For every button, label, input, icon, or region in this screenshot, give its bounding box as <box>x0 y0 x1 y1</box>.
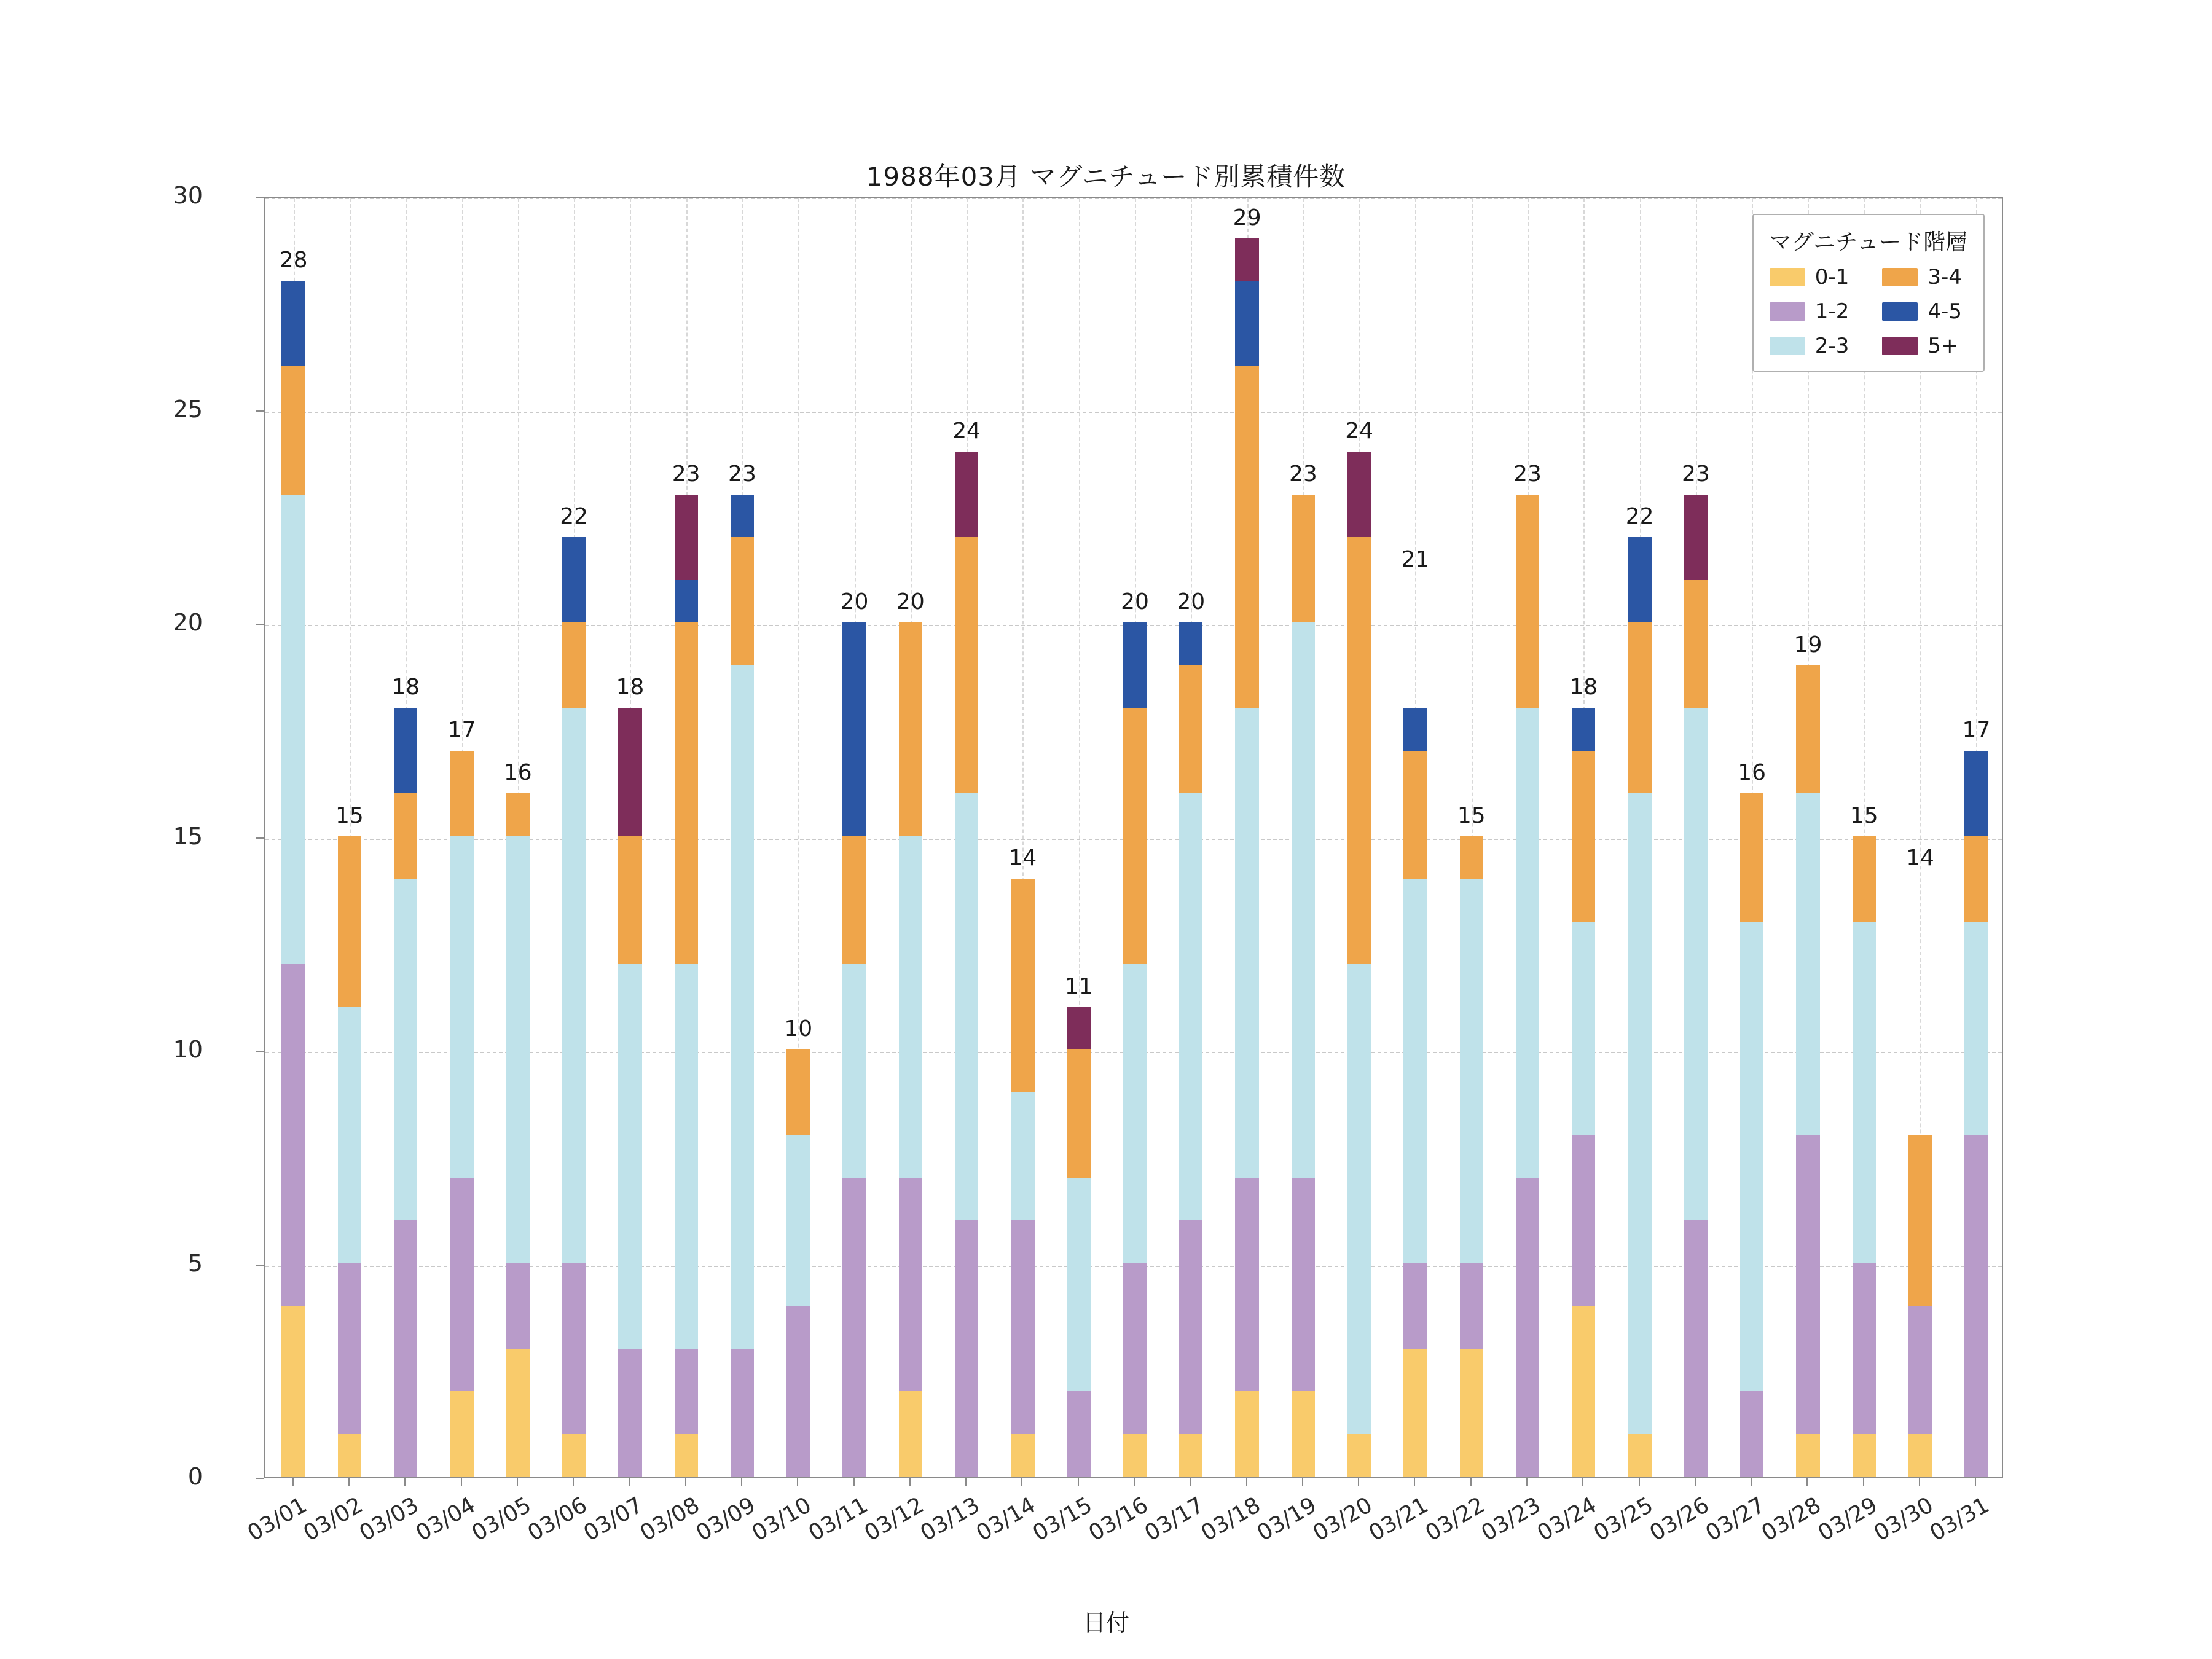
bar-segment-3-4 <box>1067 1049 1091 1178</box>
bar-segment-1-2 <box>1123 1263 1147 1434</box>
bar-segment-2-3 <box>1516 708 1539 1178</box>
legend <box>1752 214 1985 372</box>
legend-swatch-icon <box>1882 302 1918 321</box>
bar-segment-2-3 <box>1235 708 1258 1178</box>
x-tick-label: 03/13 <box>916 1492 984 1547</box>
bar-stack[interactable] <box>506 195 530 1477</box>
bar-stack[interactable] <box>618 195 641 1477</box>
bar-stack[interactable] <box>1179 195 1202 1477</box>
x-tick-label: 03/18 <box>1196 1492 1265 1547</box>
bar-segment-3-4 <box>1796 665 1819 794</box>
bar-segment-2-3 <box>1403 879 1427 1263</box>
bar-segment-3-4 <box>1684 580 1708 708</box>
bar-segment-2-3 <box>1347 964 1371 1434</box>
bar-segment-4-5 <box>1179 622 1202 665</box>
y-tick-label: 15 <box>173 822 203 850</box>
bar-segment-1-2 <box>394 1220 417 1477</box>
x-tick-mark <box>909 1478 911 1486</box>
x-tick-label: 03/28 <box>1757 1492 1826 1547</box>
bar-segment-3-4 <box>1347 537 1371 964</box>
bar-total-label: 24 <box>952 418 981 444</box>
bar-total-label: 29 <box>1233 205 1261 230</box>
legend-swatch-icon <box>1770 337 1805 355</box>
bar-segment-3-4 <box>1740 793 1763 922</box>
bar-total-label: 21 <box>1401 546 1430 572</box>
bar-segment-3-4 <box>281 366 305 495</box>
bar-total-label: 17 <box>1962 717 1991 743</box>
bar-segment-1-2 <box>1235 1178 1258 1392</box>
bar-segment-1-2 <box>1908 1306 1932 1434</box>
bar-stack[interactable] <box>1460 195 1483 1477</box>
bar-total-label: 24 <box>1345 418 1374 444</box>
bar-stack[interactable] <box>1684 195 1708 1477</box>
x-tick-label: 03/15 <box>1028 1492 1097 1547</box>
plot-area <box>264 197 2003 1478</box>
bar-segment-0-1 <box>1853 1434 1876 1477</box>
bar-segment-3-4 <box>1908 1135 1932 1306</box>
bar-segment-4-5 <box>1403 708 1427 751</box>
bar-segment-1-2 <box>1796 1135 1819 1434</box>
bar-segment-0-1 <box>1572 1306 1595 1477</box>
x-tick-label: 03/08 <box>635 1492 704 1547</box>
y-tick-mark <box>256 624 264 625</box>
bar-segment-3-4 <box>675 622 698 964</box>
legend-label: 4-5 <box>1928 299 1962 324</box>
x-tick-mark <box>1021 1478 1022 1486</box>
x-tick-mark <box>573 1478 574 1486</box>
legend-title: マグニチュード階層 <box>1769 230 1967 255</box>
x-tick-label: 03/05 <box>467 1492 536 1547</box>
bar-total-label: 20 <box>840 589 869 614</box>
bar-segment-2-3 <box>1796 793 1819 1135</box>
bar-stack[interactable] <box>394 195 417 1477</box>
x-axis-label: 日付 <box>1082 1609 1129 1636</box>
bar-total-label: 20 <box>896 589 925 614</box>
x-tick-mark <box>1582 1478 1583 1486</box>
bar-total-label: 22 <box>1625 504 1654 529</box>
y-tick-mark <box>256 837 264 839</box>
legend-swatch-icon <box>1770 302 1805 321</box>
legend-label: 3-4 <box>1928 265 1962 289</box>
bar-stack[interactable] <box>450 195 473 1477</box>
x-tick-mark <box>1078 1478 1079 1486</box>
y-tick-label: 10 <box>173 1036 203 1063</box>
bar-total-label: 11 <box>1064 973 1093 999</box>
x-tick-label: 03/03 <box>355 1492 423 1547</box>
bar-segment-2-3 <box>1572 922 1595 1135</box>
bar-stack[interactable] <box>1067 195 1091 1477</box>
x-tick-label: 03/30 <box>1870 1492 1938 1547</box>
bar-segment-5+ <box>675 495 698 580</box>
x-tick-mark <box>1695 1478 1696 1486</box>
bar-stack[interactable] <box>562 195 586 1477</box>
bar-segment-1-2 <box>450 1178 473 1392</box>
legend-column <box>1770 265 1849 358</box>
bar-segment-2-3 <box>1964 922 1988 1135</box>
x-tick-label: 03/29 <box>1813 1492 1882 1547</box>
legend-item-4-5[interactable] <box>1882 299 1962 324</box>
x-tick-mark <box>1919 1478 1920 1486</box>
legend-item-2-3[interactable] <box>1770 334 1849 358</box>
bar-segment-0-1 <box>338 1434 361 1477</box>
bar-stack[interactable] <box>338 195 361 1477</box>
bar-segment-2-3 <box>731 665 754 1349</box>
bar-segment-4-5 <box>1628 537 1651 622</box>
bar-segment-1-2 <box>1684 1220 1708 1477</box>
bar-total-label: 10 <box>784 1016 813 1041</box>
bar-segment-2-3 <box>1628 793 1651 1434</box>
bar-stack[interactable] <box>1011 195 1034 1477</box>
bar-stack[interactable] <box>731 195 754 1477</box>
bar-segment-3-4 <box>1179 665 1202 794</box>
bar-stack[interactable] <box>1740 195 1763 1477</box>
y-tick-label: 5 <box>187 1249 203 1277</box>
bar-total-label: 14 <box>1008 845 1037 871</box>
x-tick-label: 03/04 <box>411 1492 480 1547</box>
bar-segment-1-2 <box>1292 1178 1315 1392</box>
x-tick-mark <box>1470 1478 1472 1486</box>
y-tick-mark <box>256 1051 264 1052</box>
bar-stack[interactable] <box>842 195 866 1477</box>
bar-segment-0-1 <box>1403 1349 1427 1477</box>
chart-title: 1988年03月 マグニチュード別累積件数 <box>866 162 1346 192</box>
bar-total-label: 22 <box>560 504 588 529</box>
bar-segment-4-5 <box>1572 708 1595 751</box>
bar-segment-0-1 <box>281 1306 305 1477</box>
y-tick-mark <box>256 197 264 198</box>
x-tick-label: 03/01 <box>243 1492 312 1547</box>
x-tick-label: 03/12 <box>860 1492 928 1547</box>
x-tick-mark <box>1751 1478 1752 1486</box>
x-tick-label: 03/14 <box>972 1492 1040 1547</box>
bar-segment-0-1 <box>1908 1434 1932 1477</box>
x-tick-mark <box>1806 1478 1808 1486</box>
legend-item-3-4[interactable] <box>1882 265 1962 289</box>
bar-segment-1-2 <box>842 1178 866 1477</box>
bar-segment-2-3 <box>618 964 641 1349</box>
x-tick-mark <box>1414 1478 1415 1486</box>
bar-stack[interactable] <box>1964 195 1988 1477</box>
bar-stack[interactable] <box>675 195 698 1477</box>
bar-segment-0-1 <box>1460 1349 1483 1477</box>
bar-total-label: 20 <box>1121 589 1149 614</box>
bar-segment-2-3 <box>1853 922 1876 1263</box>
bar-total-label: 20 <box>1177 589 1206 614</box>
x-tick-label: 03/16 <box>1084 1492 1153 1547</box>
y-tick-mark <box>256 410 264 412</box>
x-tick-label: 03/22 <box>1421 1492 1489 1547</box>
bar-segment-3-4 <box>899 622 922 836</box>
bar-stack[interactable] <box>1796 195 1819 1477</box>
bar-stack[interactable] <box>1347 195 1371 1477</box>
bar-segment-5+ <box>618 708 641 836</box>
bar-segment-1-2 <box>731 1349 754 1477</box>
bar-segment-5+ <box>1235 238 1258 281</box>
bar-segment-4-5 <box>281 281 305 366</box>
x-tick-mark <box>404 1478 406 1486</box>
x-tick-label: 03/02 <box>299 1492 367 1547</box>
bar-segment-1-2 <box>1403 1263 1427 1349</box>
bar-segment-4-5 <box>675 580 698 623</box>
bar-segment-4-5 <box>562 537 586 622</box>
bar-segment-5+ <box>1067 1007 1091 1050</box>
bar-segment-2-3 <box>1292 622 1315 1178</box>
bar-segment-0-1 <box>1123 1434 1147 1477</box>
bar-total-label: 28 <box>279 248 308 273</box>
bar-segment-2-3 <box>506 836 530 1263</box>
bar-total-label: 23 <box>1681 461 1710 487</box>
bar-total-label: 23 <box>728 461 756 487</box>
x-tick-mark <box>797 1478 798 1486</box>
bar-segment-2-3 <box>1460 879 1483 1263</box>
bar-segment-0-1 <box>562 1434 586 1477</box>
bar-segment-1-2 <box>955 1220 978 1477</box>
bar-segment-0-1 <box>1347 1434 1371 1477</box>
bar-segment-3-4 <box>1628 622 1651 793</box>
bar-segment-1-2 <box>1572 1135 1595 1306</box>
bar-stack[interactable] <box>1516 195 1539 1477</box>
legend-swatch-icon <box>1882 337 1918 355</box>
legend-swatch-icon <box>1770 268 1805 286</box>
x-tick-mark <box>1526 1478 1528 1486</box>
y-tick-label: 25 <box>173 395 203 423</box>
bar-segment-0-1 <box>506 1349 530 1477</box>
bar-segment-5+ <box>1684 495 1708 580</box>
bar-segment-3-4 <box>394 793 417 879</box>
bar-segment-2-3 <box>1740 922 1763 1392</box>
bar-segment-2-3 <box>394 879 417 1220</box>
x-tick-label: 03/20 <box>1309 1492 1377 1547</box>
bar-stack[interactable] <box>1292 195 1315 1477</box>
bar-stack[interactable] <box>786 195 810 1477</box>
bar-stack[interactable] <box>1628 195 1651 1477</box>
x-tick-mark <box>965 1478 967 1486</box>
bar-segment-4-5 <box>842 622 866 836</box>
legend-label: 2-3 <box>1814 334 1849 358</box>
bar-segment-2-3 <box>1123 964 1147 1263</box>
bar-segment-1-2 <box>338 1263 361 1434</box>
bar-segment-3-4 <box>731 537 754 665</box>
x-tick-mark <box>685 1478 686 1486</box>
bar-total-label: 15 <box>335 802 364 828</box>
bar-stack[interactable] <box>1853 195 1876 1477</box>
x-tick-mark <box>629 1478 630 1486</box>
x-tick-mark <box>1302 1478 1303 1486</box>
bar-segment-4-5 <box>731 495 754 538</box>
bar-segment-1-2 <box>1740 1391 1763 1477</box>
bar-segment-1-2 <box>618 1349 641 1477</box>
x-tick-mark <box>1246 1478 1247 1486</box>
bar-segment-1-2 <box>281 964 305 1306</box>
bar-segment-3-4 <box>618 836 641 965</box>
bar-segment-2-3 <box>562 708 586 1263</box>
bar-segment-3-4 <box>786 1049 810 1135</box>
legend-item-5+[interactable] <box>1882 334 1962 358</box>
bar-segment-0-1 <box>1011 1434 1034 1477</box>
bar-stack[interactable] <box>1123 195 1147 1477</box>
bar-segment-0-1 <box>1179 1434 1202 1477</box>
bar-segment-2-3 <box>842 964 866 1178</box>
bar-segment-1-2 <box>562 1263 586 1434</box>
legend-swatch-icon <box>1882 268 1918 286</box>
bar-segment-0-1 <box>1292 1391 1315 1477</box>
bar-segment-3-4 <box>842 836 866 965</box>
bar-total-label: 18 <box>391 675 420 700</box>
bar-segment-4-5 <box>1964 751 1988 836</box>
bar-total-label: 18 <box>616 675 645 700</box>
bar-segment-3-4 <box>955 537 978 793</box>
legend-label: 1-2 <box>1814 299 1849 324</box>
legend-label: 5+ <box>1928 334 1959 358</box>
bar-stack[interactable] <box>955 195 978 1477</box>
x-tick-label: 03/31 <box>1926 1492 1994 1547</box>
legend-item-1-2[interactable] <box>1770 299 1849 324</box>
bar-segment-3-4 <box>1460 836 1483 879</box>
x-tick-label: 03/23 <box>1477 1492 1545 1547</box>
bar-stack[interactable] <box>1572 195 1595 1477</box>
bar-segment-3-4 <box>506 793 530 836</box>
x-tick-label: 03/11 <box>804 1492 873 1547</box>
bar-segment-2-3 <box>450 836 473 1178</box>
x-tick-label: 03/09 <box>692 1492 760 1547</box>
bar-total-label: 23 <box>1288 461 1317 487</box>
bar-segment-1-2 <box>1964 1135 1988 1477</box>
bar-stack[interactable] <box>1908 195 1932 1477</box>
x-tick-label: 03/24 <box>1533 1492 1601 1547</box>
x-tick-mark <box>1358 1478 1359 1486</box>
x-tick-label: 03/27 <box>1701 1492 1770 1547</box>
x-tick-mark <box>1190 1478 1191 1486</box>
legend-label: 0-1 <box>1814 265 1849 289</box>
bar-total-label: 23 <box>672 461 700 487</box>
bar-segment-0-1 <box>1235 1391 1258 1477</box>
y-tick-label: 30 <box>173 182 203 209</box>
bar-stack[interactable] <box>281 195 305 1477</box>
bar-segment-3-4 <box>1964 836 1988 922</box>
x-tick-mark <box>348 1478 350 1486</box>
y-tick-mark <box>256 1478 264 1479</box>
x-tick-label: 03/25 <box>1589 1492 1658 1547</box>
bar-segment-0-1 <box>899 1391 922 1477</box>
bar-segment-2-3 <box>1011 1092 1034 1221</box>
bar-segment-0-1 <box>450 1391 473 1477</box>
bar-segment-1-2 <box>675 1349 698 1434</box>
bar-segment-5+ <box>955 452 978 537</box>
x-tick-mark <box>853 1478 855 1486</box>
legend-item-0-1[interactable] <box>1770 265 1849 289</box>
bar-stack[interactable] <box>1403 195 1427 1477</box>
bar-segment-2-3 <box>1067 1178 1091 1392</box>
bar-total-label: 19 <box>1794 632 1822 657</box>
x-tick-label: 03/06 <box>524 1492 592 1547</box>
bar-segment-0-1 <box>675 1434 698 1477</box>
bar-segment-4-5 <box>1123 622 1147 708</box>
bar-total-label: 15 <box>1849 802 1878 828</box>
bar-segment-1-2 <box>1853 1263 1876 1434</box>
x-tick-label: 03/07 <box>579 1492 648 1547</box>
x-tick-label: 03/21 <box>1365 1492 1433 1547</box>
x-tick-mark <box>1639 1478 1640 1486</box>
bar-segment-1-2 <box>1460 1263 1483 1349</box>
bar-segment-2-3 <box>338 1007 361 1263</box>
bar-segment-1-2 <box>1179 1220 1202 1434</box>
x-tick-mark <box>1975 1478 1976 1486</box>
bar-segment-2-3 <box>1179 793 1202 1220</box>
bar-segment-3-4 <box>1123 708 1147 964</box>
bar-total-label: 16 <box>503 760 532 785</box>
bar-segment-1-2 <box>786 1306 810 1477</box>
bar-segment-2-3 <box>786 1135 810 1306</box>
bar-total-label: 18 <box>1569 675 1598 700</box>
y-tick-mark <box>256 1265 264 1266</box>
bar-segment-0-1 <box>1796 1434 1819 1477</box>
bar-segment-1-2 <box>506 1263 530 1349</box>
bar-segment-0-1 <box>1628 1434 1651 1477</box>
x-tick-mark <box>517 1478 518 1486</box>
bar-segment-3-4 <box>338 836 361 1007</box>
x-tick-mark <box>461 1478 462 1486</box>
bar-segment-2-3 <box>675 964 698 1349</box>
y-tick-label: 0 <box>187 1463 203 1490</box>
bar-segment-5+ <box>1347 452 1371 537</box>
x-tick-mark <box>1863 1478 1864 1486</box>
x-tick-mark <box>1134 1478 1135 1486</box>
legend-items <box>1770 265 1967 358</box>
bar-stack[interactable] <box>899 195 922 1477</box>
x-tick-label: 03/17 <box>1140 1492 1209 1547</box>
y-tick-label: 20 <box>173 609 203 636</box>
bar-segment-1-2 <box>1516 1178 1539 1477</box>
bar-segment-3-4 <box>1292 495 1315 623</box>
bar-total-label: 15 <box>1457 802 1486 828</box>
x-tick-label: 03/19 <box>1253 1492 1321 1547</box>
bar-total-label: 23 <box>1513 461 1542 487</box>
bar-segment-2-3 <box>281 495 305 965</box>
legend-column <box>1882 265 1962 358</box>
bar-segment-1-2 <box>1011 1220 1034 1434</box>
bar-segment-3-4 <box>1572 751 1595 922</box>
bar-total-label: 14 <box>1906 845 1934 871</box>
bar-segment-2-3 <box>899 836 922 1178</box>
bar-segment-1-2 <box>1067 1391 1091 1477</box>
bar-stack[interactable] <box>1235 195 1258 1477</box>
x-tick-mark <box>741 1478 742 1486</box>
bar-segment-1-2 <box>899 1178 922 1392</box>
x-tick-mark <box>292 1478 294 1486</box>
bar-segment-4-5 <box>1235 281 1258 366</box>
x-tick-label: 03/26 <box>1645 1492 1714 1547</box>
x-tick-label: 03/10 <box>748 1492 816 1547</box>
bar-segment-3-4 <box>1235 366 1258 708</box>
bar-total-label: 17 <box>447 717 476 743</box>
bar-total-label: 16 <box>1738 760 1767 785</box>
